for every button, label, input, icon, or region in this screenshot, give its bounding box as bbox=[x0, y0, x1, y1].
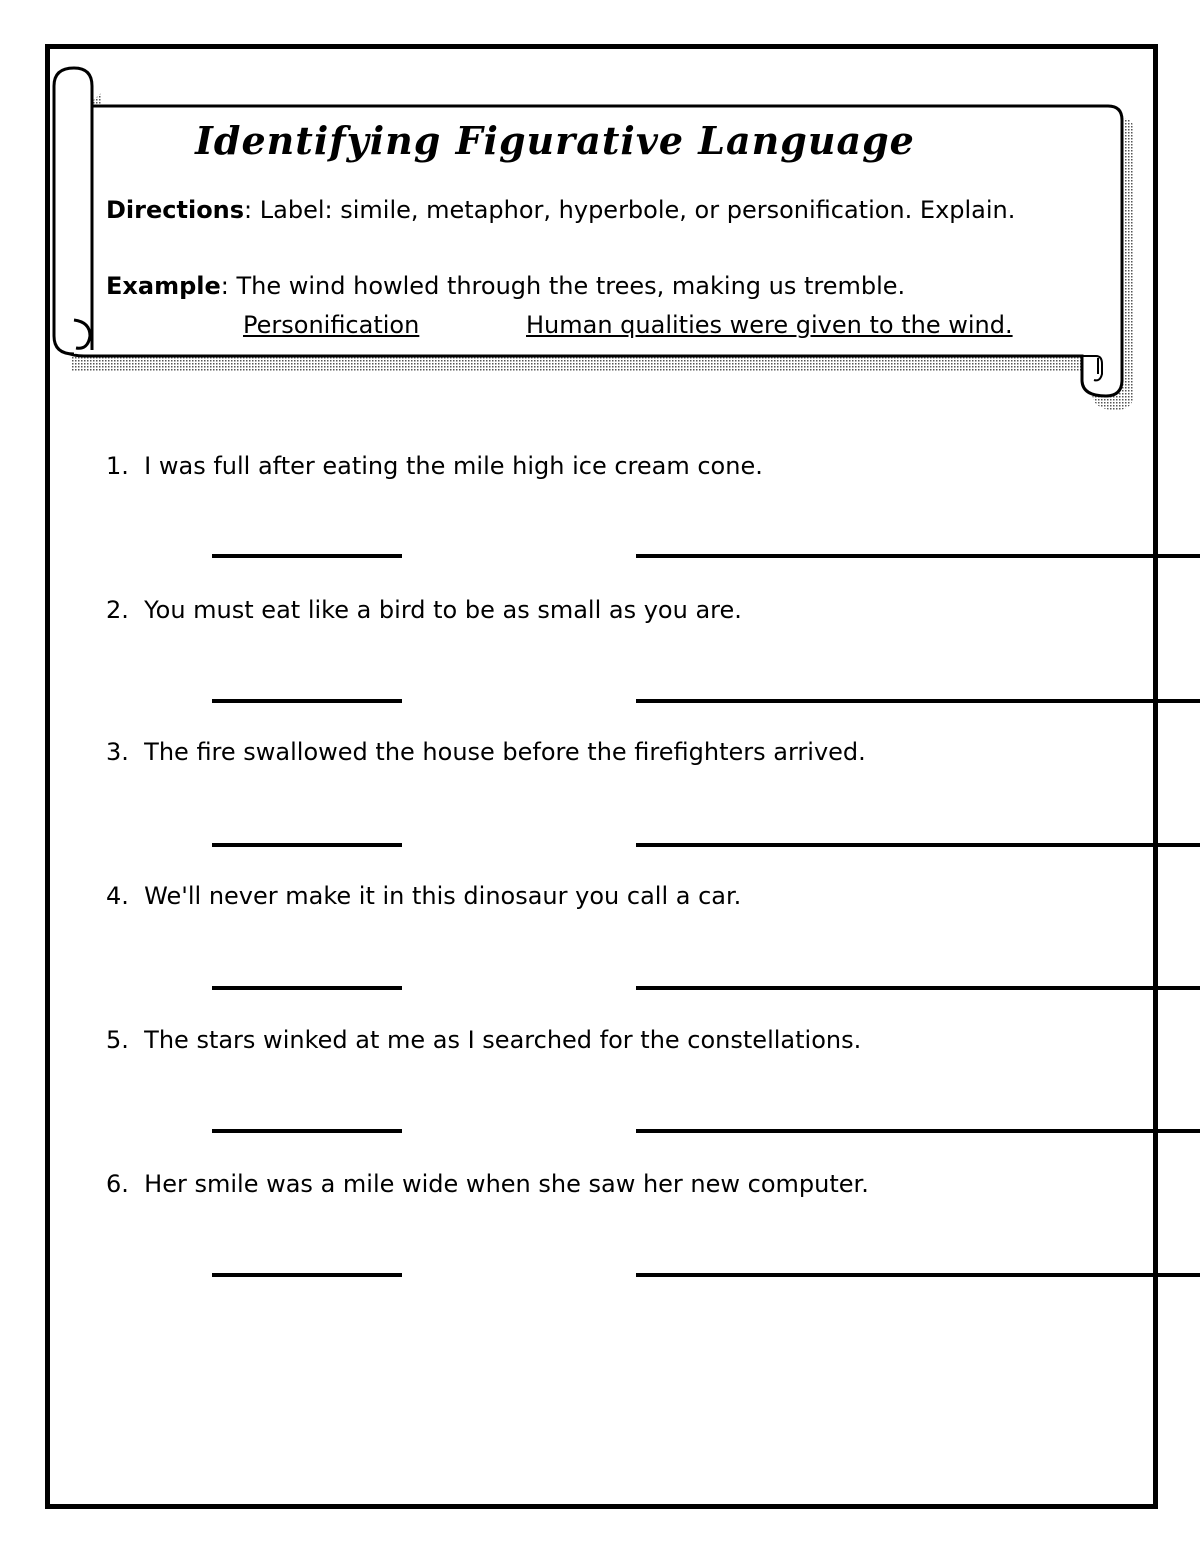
question-number: 2. bbox=[106, 596, 129, 624]
question-text: The fire swallowed the house before the firefighters arrived. bbox=[144, 738, 866, 766]
question-3 bbox=[106, 738, 866, 766]
directions-label: Directions bbox=[106, 196, 245, 224]
question-text: I was full after eating the mile high ice cream cone. bbox=[144, 452, 763, 480]
answer-explanation-line-2[interactable] bbox=[636, 699, 1200, 703]
answer-explanation-line-4[interactable] bbox=[636, 986, 1200, 990]
question-4 bbox=[106, 882, 741, 910]
directions bbox=[106, 196, 1015, 224]
page-title bbox=[0, 118, 1110, 163]
example-answer-type: Personification bbox=[243, 311, 420, 339]
question-6 bbox=[106, 1170, 869, 1198]
question-text: The stars winked at me as I searched for the constellations. bbox=[144, 1026, 862, 1054]
example-text: : The wind howled through the trees, making us tremble. bbox=[220, 272, 906, 300]
question-text: Her smile was a mile wide when she saw her new computer. bbox=[144, 1170, 869, 1198]
answer-type-line-5[interactable] bbox=[212, 1129, 402, 1133]
answer-type-line-2[interactable] bbox=[212, 699, 402, 703]
question-number: 6. bbox=[106, 1170, 129, 1198]
answer-explanation-line-6[interactable] bbox=[636, 1273, 1200, 1277]
title-text: Identifying Figurative Language bbox=[195, 118, 915, 163]
question-5 bbox=[106, 1026, 861, 1054]
question-text: You must eat like a bird to be as small as you are. bbox=[144, 596, 742, 624]
question-text: We'll never make it in this dinosaur you call a car. bbox=[144, 882, 742, 910]
answer-explanation-line-3[interactable] bbox=[636, 843, 1200, 847]
scroll-left-curl bbox=[54, 68, 92, 354]
answer-type-line-6[interactable] bbox=[212, 1273, 402, 1277]
directions-text: : Label: simile, metaphor, hyperbole, or personification. Explain. bbox=[244, 196, 1016, 224]
answer-explanation-line-1[interactable] bbox=[636, 554, 1200, 558]
question-2 bbox=[106, 596, 742, 624]
question-1 bbox=[106, 452, 763, 480]
question-number: 5. bbox=[106, 1026, 129, 1054]
answer-explanation-line-5[interactable] bbox=[636, 1129, 1200, 1133]
example bbox=[106, 272, 905, 300]
question-number: 1. bbox=[106, 452, 129, 480]
question-number: 4. bbox=[106, 882, 129, 910]
answer-type-line-4[interactable] bbox=[212, 986, 402, 990]
example-answer-explanation: Human qualities were given to the wind. bbox=[526, 311, 1013, 339]
example-label: Example bbox=[106, 272, 221, 300]
question-number: 3. bbox=[106, 738, 129, 766]
answer-type-line-3[interactable] bbox=[212, 843, 402, 847]
answer-type-line-1[interactable] bbox=[212, 554, 402, 558]
